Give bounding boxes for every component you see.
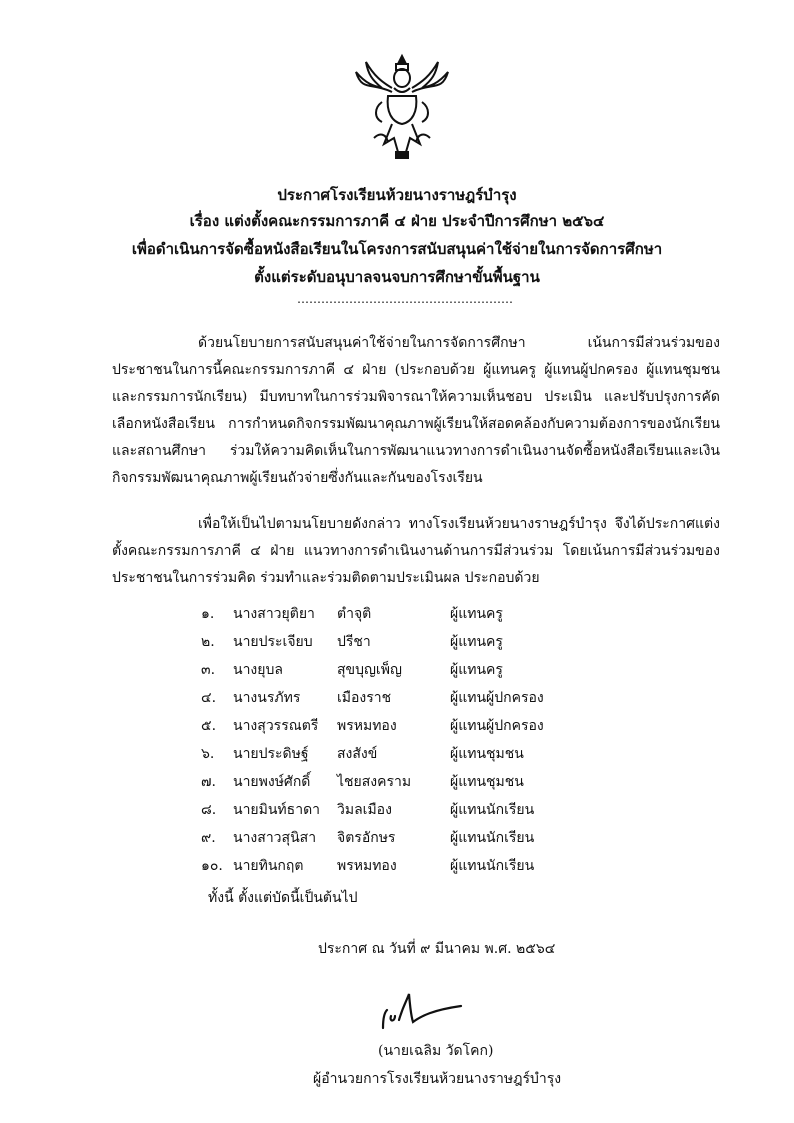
announcement-date: ประกาศ ณ วันที่ ๙ มีนาคม พ.ศ. ๒๕๖๔ xyxy=(318,941,556,957)
signatory-name: (นายเฉลิม วัดโคก) xyxy=(378,1043,494,1059)
member-number: ๗. xyxy=(201,774,216,790)
member-number: ๔. xyxy=(201,690,217,706)
member-first-name: นายมินท์ธาดา xyxy=(233,802,321,818)
member-last-name: พรหมทอง xyxy=(337,858,397,874)
member-first-name: นางสุวรรณตรี xyxy=(233,718,319,734)
member-first-name: นายประดิษฐ์ xyxy=(233,746,309,762)
member-last-name: สุขบุญเพ็ญ xyxy=(337,662,402,678)
announcement-subject-line3: ตั้งแต่ระดับอนุบาลจนจบการศึกษาขั้นพื้นฐาน xyxy=(254,268,540,286)
member-role: ผู้แทนครู xyxy=(450,662,503,678)
handwritten-signature xyxy=(377,986,465,1036)
member-last-name: ตำจุติ xyxy=(337,606,372,622)
member-number: ๙. xyxy=(201,830,216,846)
member-role: ผู้แทนชุมชน xyxy=(450,774,524,790)
member-number: ๓. xyxy=(201,662,216,678)
member-first-name: นางสาวยุติยา xyxy=(233,606,315,622)
announcement-subject-line2: เพื่อดำเนินการจัดซื้อหนังสือเรียนในโครงการสนับสนุนค่าใช้จ่ายในการจัดการศึกษา xyxy=(131,240,663,258)
member-role: ผู้แทนนักเรียน xyxy=(450,802,535,818)
member-role: ผู้แทนครู xyxy=(450,606,503,622)
member-number: ๑๐. xyxy=(201,858,223,874)
member-role: ผู้แทนครู xyxy=(450,634,503,650)
member-last-name: เมืองราช xyxy=(337,690,392,706)
member-last-name: วิมลเมือง xyxy=(337,802,392,818)
closing-statement: ทั้งนี้ ตั้งแต่บัดนี้เป็นต้นไป xyxy=(208,890,358,906)
member-number: ๘. xyxy=(201,802,217,818)
member-last-name: สงสังข์ xyxy=(337,746,378,762)
announcement-title: ประกาศโรงเรียนห้วยนางราษฎร์บำรุง xyxy=(277,186,517,204)
member-role: ผู้แทนผู้ปกครอง xyxy=(450,690,544,706)
body-paragraph-2: เพื่อให้เป็นไปตามนโยบายดังกล่าว ทางโรงเรียนห้วยนางราษฎร์บำรุง จึงได้ประกาศแต่งตั้งคณะกรรมการภาคี ๔ ฝ่าย แนวทางการดำเนินงานด้านการมีส่วนร่วม โดยเน้นการมีส่วนร่วมของประชาชนในการร่วมคิด ร่วมทำและร่วมติดตามประเมินผล ประกอบด้วย xyxy=(112,516,720,586)
garuda-emblem-icon xyxy=(352,52,452,160)
member-first-name: นางนรภัทร xyxy=(233,690,301,706)
member-number: ๑. xyxy=(201,606,215,622)
separator-line: ……………………………………………… xyxy=(297,292,513,306)
member-last-name: จิตรอักษร xyxy=(337,830,396,846)
member-number: ๕. xyxy=(201,718,217,734)
member-role: ผู้แทนนักเรียน xyxy=(450,830,535,846)
member-first-name: นายทินกฤต xyxy=(233,858,304,874)
member-number: ๒. xyxy=(201,634,215,650)
member-role: ผู้แทนผู้ปกครอง xyxy=(450,718,544,734)
body-paragraph-1: ด้วยนโยบายการสนับสนุนค่าใช้จ่ายในการจัดการศึกษา เน้นการมีส่วนร่วมของประชาชนในการนี้คณะกรรมการภาคี ๔ ฝ่าย (ประกอบด้วย ผู้แทนครู ผู้แทนผู้ปกครอง ผู้แทนชุมชน และกรรมการนักเรียน) มีบทบาทในการร่วมพิจารณาให้ความเห็นชอบ ประเมิน และปรับปรุงการคัดเลือกหนังสือเรียน การกำหนดกิจกรรมพัฒนาคุณภาพผู้เรียนให้สอดคล้องกับความต้องการของนักเรียน และสถานศึกษา ร่วมให้ความคิดเห็นในการพัฒนาแนวทางการดำเนินงานจัดซื้อหนังสือเรียนและเงินกิจกรรมพัฒนาคุณภาพผู้เรียนถัวจ่ายซึ่งกันและกันของโรงเรียน xyxy=(112,335,720,486)
member-number: ๖. xyxy=(201,746,215,762)
announcement-subject: เรื่อง แต่งตั้งคณะกรรมการภาคี ๔ ฝ่าย ประจำปีการศึกษา ๒๕๖๔ xyxy=(189,212,605,230)
member-first-name: นางยุบล xyxy=(233,662,283,678)
member-last-name: พรหมทอง xyxy=(337,718,397,734)
member-first-name: นายพงษ์ศักดิ์ xyxy=(233,774,311,790)
member-last-name: ปรีชา xyxy=(337,634,371,650)
member-first-name: นางสาวสุนิสา xyxy=(233,830,317,846)
member-role: ผู้แทนนักเรียน xyxy=(450,858,535,874)
member-first-name: นายประเจียบ xyxy=(233,634,313,650)
member-role: ผู้แทนชุมชน xyxy=(450,746,524,762)
signatory-position: ผู้อำนวยการโรงเรียนห้วยนางราษฎร์บำรุง xyxy=(313,1071,562,1087)
member-last-name: ไชยสงคราม xyxy=(337,774,412,790)
